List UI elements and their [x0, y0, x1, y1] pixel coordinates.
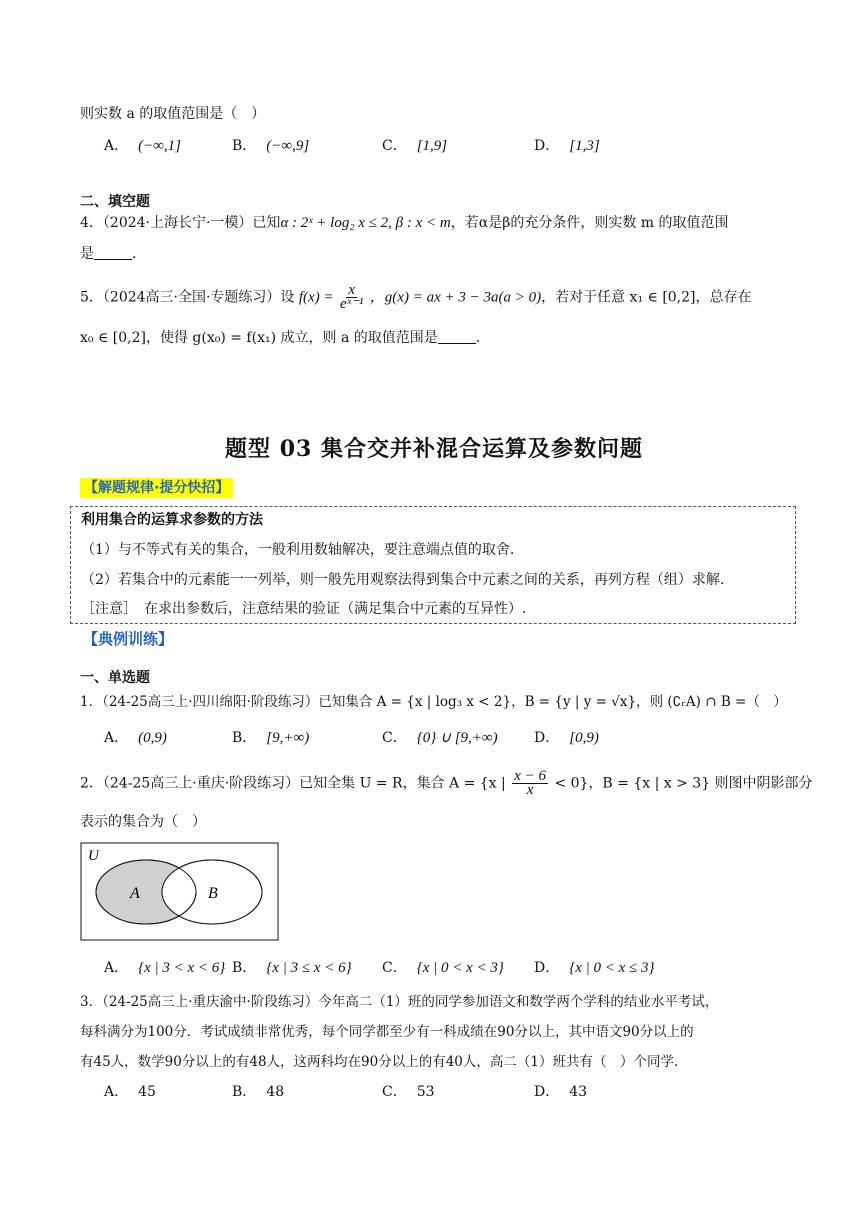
question-4-line2: 是 .	[80, 246, 137, 262]
answer-blank	[94, 245, 132, 260]
option-b: B． [9,+∞)	[232, 730, 310, 746]
option-c: C． 53	[382, 1084, 435, 1100]
tip-item: （2）若集合中的元素能一一列举，则一般先用观察法得到集合中元素之间的关系，再列方程（组）求解.	[81, 572, 725, 588]
venn-label-u: U	[88, 848, 99, 864]
tip-item: （1）与不等式有关的集合，一般利用数轴解决，要注意端点值的取舍.	[81, 542, 515, 558]
question-5: 5．（2024高三·全国·专题练习）设 f(x) = $\frac{x}{\text{eˣ⁻¹}}$ ，g(x) = ax + 3 − 3a(a > 0)，若对于任意 x₁ ∈ [0,2]，总存在	[80, 282, 752, 312]
venn-diagram	[80, 842, 280, 942]
option-a: A． {x | 3 < x < 6}	[104, 960, 226, 976]
question-4: 4．（2024·上海长宁·一模）已知α : 2ˣ + log₂ x ≤ 2, β : x < m，若α是β的充分条件，则实数 m 的取值范围	[80, 215, 729, 231]
option-c: C． {0} ∪ [9,+∞)	[382, 730, 498, 746]
question-3-line3: 有45人，数学90分以上的有48人，这两科均在90分以上的有40人，高二（1）班共有（ ）个同学.	[80, 1054, 679, 1070]
section-title: 题型 03 集合交并补混合运算及参数问题	[225, 436, 643, 462]
option-b: B． {x | 3 ≤ x < 6}	[232, 960, 352, 976]
venn-label-a: A	[130, 885, 140, 902]
option-a: A． (−∞,1]	[104, 138, 182, 154]
section-heading-single: 一、单选题	[80, 670, 150, 686]
question-2: 2．（24-25高三上·重庆·阶段练习）已知全集 U = R，集合 A = {x | $\frac{x - 6}{x}$ < 0}，B = {x | x > 3} 则图中阴影部分	[80, 768, 813, 798]
fraction: $\frac{x}{\text{eˣ⁻¹}}$	[340, 282, 364, 312]
option-d: D． [1,3]	[534, 138, 600, 154]
option-d: D． {x | 0 < x ≤ 3}	[534, 960, 655, 976]
tip-item: ［注意］ 在求出参数后，注意结果的验证（满足集合中元素的互异性）.	[81, 601, 527, 617]
option-b: B． 48	[232, 1084, 285, 1100]
question-1: 1．（24-25高三上·四川绵阳·阶段练习）已知集合 A = {x | log₃ x < 2}，B = {y | y = √x}，则 (∁ᵣA) ∩ B =（ ）	[80, 694, 787, 710]
option-c: C． {x | 0 < x < 3}	[382, 960, 504, 976]
question-3-line2: 每科满分为100分．考试成绩非常优秀，每个同学都至少有一科成绩在90分以上，其中语文90分以上的	[80, 1024, 694, 1040]
option-a: A． 45	[104, 1084, 156, 1100]
answer-blank	[438, 329, 476, 344]
tip-tag: 【解题规律·提分快招】	[80, 478, 233, 498]
example-heading: 【典例训练】	[83, 630, 174, 648]
option-d: D． [0,9)	[534, 730, 599, 746]
question-5-line2: x₀ ∈ [0,2]，使得 g(x₀) = f(x₁) 成立，则 a 的取值范围是 .	[80, 330, 481, 346]
venn-label-b: B	[208, 885, 218, 902]
tip-title: 利用集合的运算求参数的方法	[81, 512, 263, 528]
option-c: C． [1,9]	[382, 138, 448, 154]
option-b: B． (−∞,9]	[232, 138, 310, 154]
tip-box	[70, 506, 796, 624]
section-heading-fill: 二、填空题	[80, 194, 150, 210]
question-stem: 则实数 a 的取值范围是（ ）	[80, 106, 266, 122]
option-a: A． (0,9)	[104, 730, 167, 746]
question-2-line2: 表示的集合为（ ）	[80, 814, 206, 830]
fraction: $\frac{x - 6}{x}$	[514, 768, 546, 798]
question-3-line1: 3．（24-25高三上·重庆渝中·阶段练习）今年高二（1）班的同学参加语文和数学两个学科的结业水平考试，	[80, 994, 719, 1010]
option-d: D． 43	[534, 1084, 588, 1100]
